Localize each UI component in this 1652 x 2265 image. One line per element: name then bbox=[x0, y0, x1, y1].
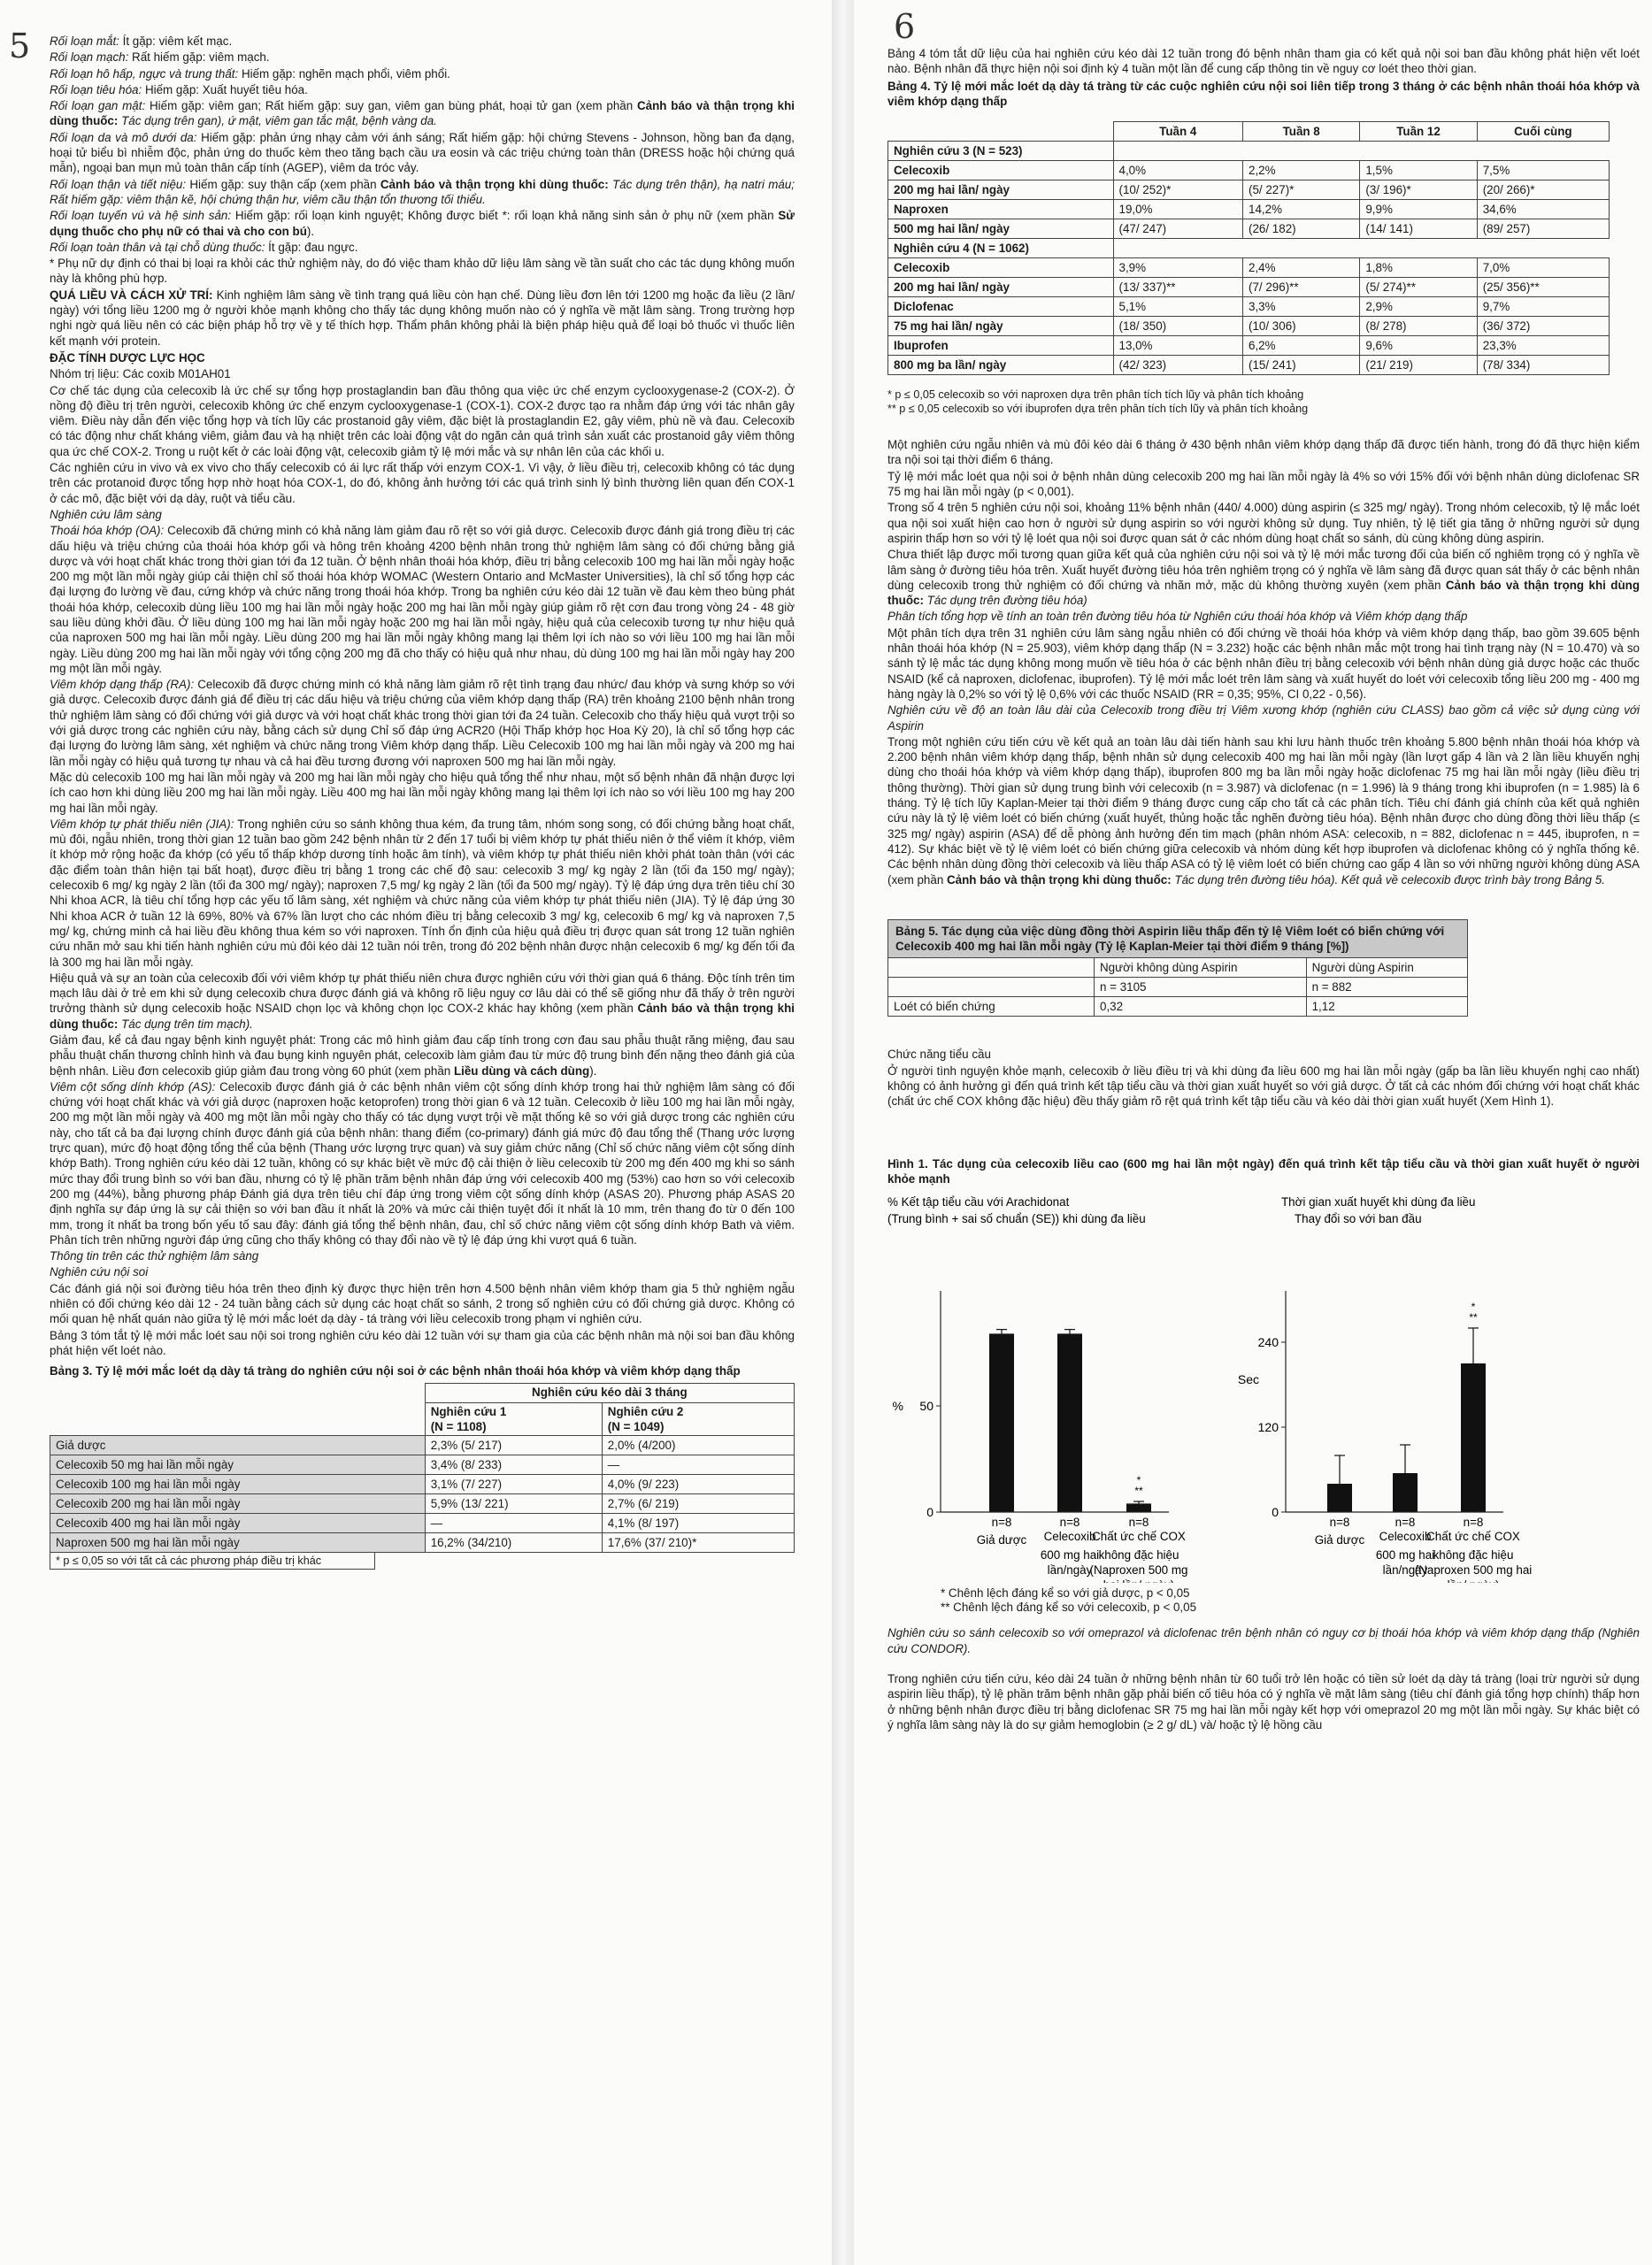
table-4-cell: (26/ 182) bbox=[1243, 219, 1360, 239]
paragraph-reproductive-disorders: Rối loạn tuyến vú và hệ sinh sản: Hiếm gặp: rối loạn kinh nguyệt; Không được biết *: rối loạn khả năng sinh sản ở phụ nữ (xem phần Sử dụng thuốc cho phụ nữ có thai và cho con bú). bbox=[50, 209, 795, 238]
y-tick-label: 240 bbox=[1257, 1335, 1279, 1350]
n-label: n=8 bbox=[1329, 1516, 1350, 1530]
chart-title: Thời gian xuất huyết khi dùng đa liều bbox=[1281, 1195, 1476, 1209]
figure-1-caption: Hình 1. Tác dụng của celecoxib liều cao (600 mg hai lần một ngày) đến quá trình kết tập tiểu cầu và thời gian xuất huyết ở người khỏe mạnh bbox=[887, 1156, 1640, 1186]
table-4-cell: 4,0% bbox=[1113, 161, 1243, 180]
table-4-cell: 2,4% bbox=[1243, 258, 1360, 278]
paragraph-overdose: QUÁ LIỀU VÀ CÁCH XỬ TRÍ: Kinh nghiệm lâm sàng về tình trạng quá liều còn hạn chế. Dùng liều đơn lên tới 1200 mg hoặc đa liều (2 lần/ ngày) với tổng liều 1200 mg ở người khỏe mạnh không cho thấy tác dụng không muốn nào có ý nghĩa về mặt lâm sàng. Trong trường hợp nghi ngờ quá liều nên có các biện pháp hỗ trợ về y tế thích hợp. Thẩm phân không phải là biện pháp hiệu quả để loại bỏ thuốc vì thuốc liên kết mạnh với protein. bbox=[50, 288, 795, 348]
table-5-n-no-aspirin: n = 3105 bbox=[1095, 978, 1307, 997]
table-4-body-study4 bbox=[888, 258, 1610, 375]
table-header-label: Nghiên cứu 1 bbox=[430, 1404, 507, 1418]
table-4-row-label: 200 mg hai lần/ ngày bbox=[888, 180, 1114, 200]
paragraph-endoscopy: Các đánh giá nội soi đường tiêu hóa trên theo định kỳ được thực hiện trên hơn 4.500 bệnh nhân viêm khớp tham gia 5 thử nghiệm ngẫu nhiên có đối chứng kéo dài 12 - 24 tuần bằng cách sử dụng các hoạt chất so sánh, 2 trong số nghiên cứu có đối chứng giả dược. Không có mối quan hệ nhất quán nào giữa tỷ lệ mới mắc loét dạ dày - tá tràng với liều celecoxib trong phạm vi nghiên cứu. bbox=[50, 1281, 795, 1326]
paragraph-jia: Viêm khớp tự phát thiếu niên (JIA): Trong nghiên cứu so sánh không thua kém, đa trung tâm, nhóm song song, có đối chứng bằng hoạt chất, mù đôi, ngẫu nhiên, trong thời gian 12 tuần bao gồm 242 bệnh nhân từ 2 đến 17 tuổi bị viêm khớp tự phát thiếu niên ở thể viêm ít khớp, viêm ít khớp mở rộng hoặc đa khớp (có yếu tố thấp khớp dương tính hoặc âm tính), và viêm khớp tự phát thiếu niên khởi phát toàn thân (với các đặc điểm toàn thân hiện tại bất hoạt), được điều trị bằng 1 trong các chế độ sau: celecoxib 3 mg/ kg ngày 2 lần (tối đa 150 mg/ ngày); celecoxib 6 mg/ kg ngày 2 lần (tối đa 300 mg/ ngày); naproxen 7,5 mg/ kg ngày 2 lần (tối đa 500 mg/ ngày). Tỷ lệ đáp ứng dựa trên tiêu chí 30 Nhi khoa ACR, là tiêu chí tổng hợp các yếu tố lâm sàng, xét nghiệm và chức năng của viêm khớp tự phát thiếu niên (JIA). Tỷ lệ đáp ứng 30 Nhi khoa ACR ở tuần 12 là 69%, 80% và 67% lần lượt cho các nhóm điều trị bằng celecoxib 3 mg/ kg, celecoxib 6 mg/ kg và naproxen 7,5 mg/ kg, chứng minh cả hai liều đều không thua kém so với naproxen. Tính ổn định của hiệu quả điều trị được quan sát trong 12 tuần nghiên cứu nhãn mở sau khi tiến hành nghiên cứu mù đôi kéo dài 12 tuần nói trên, trong đó 202 bệnh nhân được nhận celecoxib 6 mg/ kg đến tối đa là 300 mg hai lần mỗi ngày. bbox=[50, 817, 795, 969]
table-4-cell: 23,3% bbox=[1477, 336, 1609, 356]
table-4-header-row bbox=[888, 122, 1610, 142]
table-header-n: (N = 1108) bbox=[430, 1419, 487, 1433]
paragraph-condor-study: Trong nghiên cứu tiến cứu, kéo dài 24 tuần ở những bệnh nhân từ 60 tuổi trở lên hoặc có tiền sử loét dạ dày tá tràng (loại trừ người sử dụng aspirin liều thấp), tỷ lệ phần trăm bệnh nhân gặp phải biến cố tiêu hóa có ý nghĩa về mặt lâm sàng (tiêu chí đánh giá tổng hợp chính) thấp hơn ở những bệnh nhân được điều trị bằng diclofenac SR 75 mg hai lần mỗi ngày kết hợp với omeprazol 20 mg một lần mỗi ngày. Sự khác biệt có ý nghĩa lâm sàng này là do sự giảm hemoglobin (≥ 2 g/ dL) và/ hoặc tỷ lệ hồng cầu bbox=[887, 1672, 1640, 1731]
table-4-row-label: 200 mg hai lần/ ngày bbox=[888, 278, 1114, 297]
paragraph-correlation: Chưa thiết lập được mối tương quan giữa kết quả của nghiên cứu nội soi và tỷ lệ mới mắc tương đối của biến cố nghiêm trọng có ý nghĩa về lâm sàng ở đường tiêu hóa trên. Xuất huyết đường tiêu hóa trên nghiêm trọng có ý nghĩa về lâm sàng đã được quan sát thấy ở các bệnh nhân dùng celecoxib trong thử nghiệm có đối chứng và nhãn mở, mặc dù không thường xuyên (xem phần Cảnh báo và thận trọng khi dùng thuốc: Tác dụng trên đường tiêu hóa) bbox=[887, 548, 1640, 608]
category-label: Giả dược bbox=[976, 1533, 1027, 1547]
table-cell bbox=[888, 958, 1095, 978]
table-row bbox=[50, 1436, 795, 1455]
table-4-cell: (78/ 334) bbox=[1477, 356, 1609, 375]
table-row bbox=[888, 278, 1610, 297]
table-3-header-row bbox=[50, 1402, 795, 1436]
significance-marker: * bbox=[1471, 1301, 1476, 1314]
bar-1 bbox=[1327, 1484, 1352, 1512]
significance-marker: ** bbox=[1134, 1485, 1143, 1498]
table-3-cell: 3,4% (8/ 233) bbox=[425, 1455, 602, 1475]
table-3-row-label: Celecoxib 200 mg hai lần mỗi ngày bbox=[50, 1494, 426, 1514]
chart-subtitle: Thay đổi so với ban đầu bbox=[1295, 1212, 1422, 1226]
table-4-footnote-2: ** p ≤ 0,05 celecoxib so với ibuprofen dựa trên phân tích tích lũy và phân tích khoảng bbox=[887, 403, 1309, 416]
table-4-cell: (7/ 296)** bbox=[1243, 278, 1360, 297]
paragraph-skin-disorders: Rối loạn da và mô dưới da: Hiếm gặp: phản ứng nhạy cảm với ánh sáng; Rất hiếm gặp: hội chứng Stevens - Johnson, hồng ban đa dạng, hoại tử biểu bì nhiễm độc, phản ứng do thuốc kèm theo tăng bạch cầu ưa eosin và các triệu chứng toàn thân (DRESS hoặc hội chứng quá mẫn), ngoại ban mụn mủ toàn thân cấp tính (AGEP), viêm da tróc vảy. bbox=[50, 130, 795, 175]
table-4-header-week4: Tuần 4 bbox=[1113, 122, 1243, 142]
table-5-value-no-aspirin: 0,32 bbox=[1095, 997, 1307, 1017]
heading-platelet-function: Chức năng tiểu cầu bbox=[887, 1048, 991, 1062]
paragraph-mechanism: Cơ chế tác dụng của celecoxib là ức chế sự tổng hợp prostaglandin ban đầu thông qua việc ức chế enzym cyclooxygenase-2 (COX-2). Ở nồng độ điều trị trên người, celecoxib không ức chế enzym cyclooxygenase-1 (COX-1). COX-2 được tạo ra nhằm đáp ứng với tác nhân gây viêm. Điều này dẫn đến việc tổng hợp và tích lũy các prostanoid gây viêm, đặc biệt là prostaglandin E2, gây viêm, phù nề và đau. Celecoxib có tác động như chất kháng viêm, giảm đau và hạ nhiệt trên các loài động vật do ngăn cản quá trình sản xuất các prostanoid gây viêm thông qua ức chế COX-2. Trong u ruột kết ở các loài động vật, celecoxib giảm tỷ lệ mới mắc và sự nhân lên của các khối u. bbox=[50, 383, 795, 458]
table-4-cell: 9,9% bbox=[1360, 200, 1477, 219]
table-4-cell: 1,8% bbox=[1360, 258, 1477, 278]
category-label: không đặc hiệu bbox=[1433, 1548, 1514, 1562]
table-row bbox=[888, 356, 1610, 375]
paragraph-aspirin: Trong số 4 trên 5 nghiên cứu nội soi, khoảng 11% bệnh nhân (440/ 4.000) dùng aspirin (≤ 325 mg/ ngày). Trong nhóm celecoxib, tỷ lệ mắc loét qua nội soi xuất hiện cao hơn ở người sử dụng aspirin so với người không sử dụng. Tuy nhiên, tỷ lệ tiết gia tăng ở những người sử dụng aspirin thấp hơn so với tỷ lệ loét qua nội soi được quan sát ở các nhóm dùng hoạt chất so sánh, dù cùng không dùng aspirin. bbox=[887, 501, 1640, 545]
paragraph-hepatobiliary-disorders: Rối loạn gan mật: Hiếm gặp: viêm gan; Rất hiếm gặp: suy gan, viêm gan bùng phát, hoại tử gan (xem phần Cảnh báo và thận trọng khi dùng thuốc: Tác dụng trên gan), ứ mật, viêm gan tắc mật, bệnh vàng da. bbox=[50, 99, 795, 128]
table-cell bbox=[1113, 239, 1610, 258]
table-3-col-2 bbox=[602, 1402, 794, 1436]
y-tick-label: 50 bbox=[919, 1399, 934, 1414]
category-label: không đặc hiệu bbox=[1098, 1548, 1179, 1562]
table-3-cell: — bbox=[425, 1514, 602, 1533]
handwritten-page-number-left: 5 bbox=[9, 27, 31, 65]
paragraph-ra-dose: Mặc dù celecoxib 100 mg hai lần mỗi ngày và 200 mg hai lần mỗi ngày cho hiệu quả tổng thể như nhau, một số bệnh nhân đã nhận được lợi ích cao hơn khi dùng liều 200 mg hai lần mỗi ngày. Liều 400 mg hai lần mỗi ngày không mang lại thêm lợi ích nào so với liều 100 mg hay 200 mg hai lần mỗi ngày. bbox=[50, 770, 795, 815]
table-4-cell: (21/ 219) bbox=[1360, 356, 1477, 375]
category-label: Giả dược bbox=[1314, 1533, 1365, 1547]
table-4-cell: (25/ 356)** bbox=[1477, 278, 1609, 297]
paragraph-therapeutic-group: Nhóm trị liệu: Các coxib M01AH01 bbox=[50, 367, 231, 381]
paragraph-platelet-function: Ở người tình nguyện khỏe mạnh, celecoxib ở liều điều trị và khi dùng đa liều 600 mg hai lần mỗi ngày (gấp ba lần liều khuyến nghị cao nhất) không có ảnh hưởng gì đến quá trình kết tập tiểu cầu và thời gian xuất huyết so với giả dược. Ở tất cả các nhóm đối chứng với hoạt chất khác (chất ức chế COX không đặc hiệu) đều thấy giảm rõ rệt quá trình kết tập tiểu cầu và kéo dài thời gian xuất huyết (Xem Hình 1). bbox=[887, 1063, 1640, 1109]
figure-1-svg bbox=[887, 1194, 1640, 1583]
table-5-caption: Bảng 5. Tác dụng của việc dùng đồng thời Aspirin liều thấp đến tỷ lệ Viêm loét có biến chứng với Celecoxib 400 mg hai lần mỗi ngày (Tỷ lệ Kaplan-Meier tại thời điểm 9 tháng [%]) bbox=[887, 919, 1468, 958]
table-4-cell: 6,2% bbox=[1243, 336, 1360, 356]
n-label: n=8 bbox=[1463, 1516, 1484, 1530]
page-gutter bbox=[832, 0, 854, 2265]
paragraph-table4-intro: Bảng 4 tóm tắt dữ liệu của hai nghiên cứu kéo dài 12 tuần trong đó bệnh nhân tham gia có kết quả nội soi ban đầu không phát hiện vết loét nào. Bệnh nhân đã thực hiện nội soi định kỳ 4 tuần một lần để cung cấp thông tin về nguy cơ loét theo thời gian. bbox=[887, 47, 1640, 76]
category-label bbox=[1448, 1578, 1500, 1583]
category-label: Celecoxib bbox=[1043, 1530, 1096, 1544]
heading-condor-study: Nghiên cứu so sánh celecoxib so với omeprazol và diclofenac trên bệnh nhân có nguy cơ bị thoái hóa khớp và viêm khớp dạng thấp (Nghiên cứu CONDOR). bbox=[887, 1626, 1640, 1655]
table-4-cell: 1,5% bbox=[1360, 161, 1477, 180]
table-5-n-row bbox=[888, 978, 1468, 997]
table-5-data-row bbox=[888, 997, 1468, 1017]
chart-subtitle: (Trung bình + sai số chuẩn (SE)) khi dùng đa liều bbox=[887, 1212, 1146, 1226]
spacer bbox=[887, 1657, 1640, 1671]
table-4-study4-label: Nghiên cứu 4 (N = 1062) bbox=[888, 239, 1114, 258]
paragraph-osteoarthritis: Thoái hóa khớp (OA): Celecoxib đã chứng minh có khả năng làm giảm đau rõ rệt so với giả dược. Celecoxib được đánh giá trong điều trị các dấu hiệu và triệu chứng của thoái hóa khớp gối và hông trên khoảng 4200 bệnh nhân trong thử nghiệm lâm sàng có đối chứng bằng giả dược và với hoạt chất khác trong thời gian tới đa 12 tuần. Ở bệnh nhân thoái hóa khớp, điều trị bằng celecoxib 100 mg hai lần mỗi ngày hoặc 200 mg một lần mỗi ngày giúp cải thiện chỉ số thoái hóa khớp WOMAC (Western Ontario and McMaster Universities), là chỉ số tổng hợp các đại lượng đo lường về đau, cứng khớp và chức năng trong thoái hóa khớp. Trong ba nghiên cứu kéo dài 12 tuần về đau kèm theo bùng phát thoái hóa khớp, celecoxib dùng liều 100 mg hai lần mỗi ngày hoặc 200 mg hai lần mỗi ngày giúp giảm rõ rệt cơn đau trong vòng 24 - 48 giờ sau liều dùng khởi đầu. Ở liều dùng 100 mg hai lần mỗi ngày hoặc 200 mg hai lần mỗi ngày, hiệu quả của celecoxib tương tự như hiệu quả của naproxen 500 mg hai lần mỗi ngày. Liều dùng 200 mg hai lần mỗi ngày không mang lại thêm lợi ích nào so với liều 100 mg hai lần mỗi ngày. Liều dùng 200 mg hai lần mỗi ngày với tổng cộng 200 mg đã cho thấy có hiệu quả như nhau, dù dùng 100 mg hai lần mỗi ngày hay 200 mg một lần mỗi ngày. bbox=[50, 524, 795, 675]
category-label: lần/ngày bbox=[1382, 1563, 1428, 1578]
table-3-footnote: * p ≤ 0,05 so với tất cả các phương pháp điều trị khác bbox=[50, 1553, 375, 1570]
table-4-cell: 14,2% bbox=[1243, 200, 1360, 219]
table-4-body-study3 bbox=[888, 161, 1610, 239]
paragraph-pregnancy-note: * Phụ nữ dự định có thai bị loại ra khỏi các thử nghiệm này, do đó việc tham khảo dữ liệu lâm sàng về tần suất cho các tác dụng không muốn này là không phù hợp. bbox=[50, 257, 795, 286]
table-4-cell: (20/ 266)* bbox=[1477, 180, 1609, 200]
table-4-cell: (8/ 278) bbox=[1360, 317, 1477, 336]
table-4-cell: (5/ 274)** bbox=[1360, 278, 1477, 297]
heading-class-study: Nghiên cứu về độ an toàn lâu dài của Celecoxib trong điều trị Viêm xương khớp (nghiên cứu CLASS) bao gồm cả việc sử dụng cùng với Aspirin bbox=[887, 703, 1640, 733]
table-4-cell: (3/ 196)* bbox=[1360, 180, 1477, 200]
heading-endoscopy: Nghiên cứu nội soi bbox=[50, 1265, 149, 1279]
table-3-cell: 2,0% (4/200) bbox=[602, 1436, 794, 1455]
bar-2 bbox=[1057, 1334, 1082, 1513]
heading-clinical-studies: Nghiên cứu lâm sàng bbox=[50, 507, 162, 521]
table-4-header-week12: Tuần 12 bbox=[1360, 122, 1477, 142]
table-row bbox=[50, 1475, 795, 1494]
table-4-cell: (14/ 141) bbox=[1360, 219, 1477, 239]
table-4-header-week8: Tuần 8 bbox=[1243, 122, 1360, 142]
y-tick-label: 0 bbox=[1272, 1505, 1279, 1520]
table-4-cell: (36/ 372) bbox=[1477, 317, 1609, 336]
table-cell bbox=[50, 1383, 426, 1402]
table-4-cell: 5,1% bbox=[1113, 297, 1243, 317]
table-4-cell: 2,2% bbox=[1243, 161, 1360, 180]
table-3-cell: 3,1% (7/ 227) bbox=[425, 1475, 602, 1494]
table-4-cell: (5/ 227)* bbox=[1243, 180, 1360, 200]
paragraph-ra-6month: Một nghiên cứu ngẫu nhiên và mù đôi kéo dài 6 tháng ở 430 bệnh nhân viêm khớp dạng thấp đã được tiến hành, trong đó đã thực hiện kiểm tra nội soi tại thời điểm 6 tháng. bbox=[887, 438, 1640, 467]
table-4-cell: (47/ 247) bbox=[1113, 219, 1243, 239]
spacer bbox=[887, 416, 1640, 437]
heading-pharmacodynamics: ĐẶC TÍNH DƯỢC LỰC HỌC bbox=[50, 350, 205, 365]
paragraph-gi-disorders: Rối loạn tiêu hóa: Hiếm gặp: Xuất huyết tiêu hóa. bbox=[50, 82, 308, 96]
table-3-row-label: Naproxen 500 mg hai lần mỗi ngày bbox=[50, 1533, 426, 1553]
y-tick-label: 0 bbox=[926, 1505, 934, 1520]
category-label bbox=[1103, 1578, 1174, 1583]
figure-1-footnote-1: * Chênh lệch đáng kể so với giả dược, p < 0,05 bbox=[941, 1586, 1190, 1601]
paragraph-eye-disorders: Rối loạn mắt: Ít gặp: viêm kết mạc. bbox=[50, 35, 233, 48]
table-row bbox=[888, 161, 1610, 180]
table-3-cell: 2,3% (5/ 217) bbox=[425, 1436, 602, 1455]
spacer bbox=[887, 1017, 1640, 1047]
table-3-cell: 5,9% (13/ 221) bbox=[425, 1494, 602, 1514]
spacer bbox=[887, 1110, 1640, 1151]
figure-1-footnote-2: ** Chênh lệch đáng kể so với celecoxib, p < 0,05 bbox=[941, 1601, 1197, 1615]
table-4-row-label: Celecoxib bbox=[888, 258, 1114, 278]
category-label: (Naproxen 500 mg bbox=[1089, 1563, 1188, 1578]
table-header-n: (N = 1049) bbox=[607, 1419, 665, 1433]
significance-marker: ** bbox=[1469, 1311, 1478, 1324]
bar-3 bbox=[1126, 1504, 1151, 1513]
category-label: (Naproxen 500 mg hai bbox=[1414, 1563, 1533, 1578]
table-4-cell: 3,3% bbox=[1243, 297, 1360, 317]
table-4-cell: 19,0% bbox=[1113, 200, 1243, 219]
paragraph-jia-safety: Hiệu quả và sự an toàn của celecoxib đối với viêm khớp tự phát thiếu niên chưa được nghiên cứu với thời gian quá 6 tháng. Độc tính trên tim mạch lâu dài ở trẻ em khi sử dụng celecoxib chưa được đánh giá và không rõ liệu nguy cơ lâu dài có thể sẽ giống như đã thấy ở trên người trưởng thành sử dụng celecoxib hoặc NSAID chọn lọc và không chọn lọc COX-2 khác hay không (xem phần Cảnh báo và thận trọng khi dùng thuốc: Tác dụng trên tim mạch). bbox=[50, 971, 795, 1031]
table-3-row-label: Celecoxib 50 mg hai lần mỗi ngày bbox=[50, 1455, 426, 1475]
table-3-cell: 4,1% (8/ 197) bbox=[602, 1514, 794, 1533]
bar-3 bbox=[1461, 1363, 1486, 1512]
table-4-cell: (89/ 257) bbox=[1477, 219, 1609, 239]
category-label: Celecoxib bbox=[1379, 1530, 1432, 1544]
table-5-header-aspirin: Người dùng Aspirin bbox=[1306, 958, 1467, 978]
table-4-cell: 9,6% bbox=[1360, 336, 1477, 356]
table-3-cell: 16,2% (34/210) bbox=[425, 1533, 602, 1553]
table-4-row-label: 500 mg hai lần/ ngày bbox=[888, 219, 1114, 239]
paragraph-cox1-affinity: Các nghiên cứu in vivo và ex vivo cho thấy celecoxib có ái lực rất thấp với enzym COX-1. Vì vậy, ở liều điều trị, celecoxib không có tác dụng trên các protanoid được tổng hợp nhờ hoạt hóa COX-1, do đó, không ảnh hưởng tới các quá trình sinh lý bình thường liên quan đến COX-1 ở các mô, đặc biệt với dạ dày, ruột và tiểu cầu. bbox=[50, 461, 795, 505]
table-5-box bbox=[887, 919, 1468, 1017]
paragraph-general-disorders: Rối loạn toàn thân và tại chỗ dùng thuốc: Ít gặp: đau ngực. bbox=[50, 240, 358, 254]
table-3-body bbox=[50, 1436, 795, 1553]
n-label: n=8 bbox=[1059, 1516, 1080, 1530]
category-label: 600 mg hai bbox=[1040, 1548, 1100, 1562]
table-4-cell: (10/ 252)* bbox=[1113, 180, 1243, 200]
table-3-col-1 bbox=[425, 1402, 602, 1436]
table-4-cell: 3,9% bbox=[1113, 258, 1243, 278]
table-4-cell: 2,9% bbox=[1360, 297, 1477, 317]
table-3-cell: 2,7% (6/ 219) bbox=[602, 1494, 794, 1514]
spacer bbox=[887, 1615, 1640, 1625]
table-4-cell: 9,7% bbox=[1477, 297, 1609, 317]
table-4-footnote-1: * p ≤ 0,05 celecoxib so với naproxen dựa trên phân tích tích lũy và phân tích khoảng bbox=[887, 388, 1304, 402]
paragraph-class-study: Trong một nghiên cứu tiến cứu về kết quả an toàn lâu dài tiến hành sau khi lưu hành thuốc trên khoảng 5.800 bệnh nhân thoái hóa khớp và 2.200 bệnh nhân viêm khớp dạng thấp, bệnh nhân sử dụng celecoxib 400 mg hai lần mỗi ngày (lần lượt gấp 4 lần và 2 lần liều khuyến nghị dùng cho thoái hóa khớp và viêm khớp dạng thấp), ibuprofen 800 mg ba lần mỗi ngày hoặc diclofenac 75 mg hai lần mỗi ngày (liều điều trị thông thường). Thời gian sử dụng trung bình với celecoxib (n = 3.987) và diclofenac (n = 1.996) là 9 tháng trong khi ibuprofen (n = 1.985) là 6 tháng. Tỷ lệ tích lũy Kaplan-Meier tại thời điểm 9 tháng được cung cấp cho tất cả các phân tích. Tiêu chí đánh giá chính của kết quả nghiên cứu này là tỷ lệ viêm loét có biến chứng (xuất huyết, thủng hoặc tắc nghẽn đường tiêu hóa). Bệnh nhân được cho dùng đồng thời liều thấp (≤ 325 mg/ ngày) aspirin (ASA) để dễ phòng ảnh hưởng đến tim mạch (phân nhóm ASA: celecoxib, n = 882, diclofenac n = 445, ibuprofen, n = 412). Sự khác biệt về tỷ lệ viêm loét có biến chứng giữa celecoxib và nhóm dùng kết hợp ibuprofen và diclofenac không có ý nghĩa thống kê. Các bệnh nhân dùng đồng thời celecoxib và liều thấp ASA có tỷ lệ viêm loét có biến chứng cao gấp 4 lần so với những người không dùng ASA (xem phần Cảnh báo và thận trọng khi dùng thuốc: Tác dụng trên đường tiêu hóa). Kết quả về celecoxib được trình bày trong Bảng 5. bbox=[887, 734, 1640, 887]
y-axis-label: % bbox=[892, 1399, 903, 1414]
table-row bbox=[888, 317, 1610, 336]
category-label: lần/ngày bbox=[1047, 1563, 1093, 1578]
table-4-cell: 7,5% bbox=[1477, 161, 1609, 180]
table-4-row-label: Diclofenac bbox=[888, 297, 1114, 317]
table-cell bbox=[1113, 142, 1610, 161]
table-row bbox=[888, 219, 1610, 239]
table-4-study3-row bbox=[888, 142, 1610, 161]
paragraph-rheumatoid-arthritis: Viêm khớp dạng thấp (RA): Celecoxib đã được chứng minh có khả năng làm giảm rõ rệt tình trạng đau nhức/ đau khớp và sưng khớp so với giả dược. Celecoxib được đánh giá để điều trị các dấu hiệu và triệu chứng của viêm khớp dạng thấp (RA) trên khoảng 2100 bệnh nhân trong thử nghiệm lâm sàng có đối chứng với giả dược và với hoạt chất khác trong thời gian tới đa 24 tuần. Celecoxib cho thấy hiệu quả vượt trội so với giả dược trong các nghiên cứu này, bằng cách sử dụng Chỉ số đáp ứng ACR20 (Hội Thấp khớp học Hoa Kỳ 20), là chỉ số tổng hợp các đại lượng đo lường lâm sàng, xét nghiệm và chức năng trong Viêm khớp dạng thấp. Liều Celecoxib 100 mg hai lần mỗi ngày và 200 mg hai lần mỗi ngày có hiệu quả tương tự nhau và cả hai đều tương đương với naproxen 500 mg hai lần mỗi ngày. bbox=[50, 678, 795, 768]
table-4 bbox=[887, 121, 1610, 375]
table-4-cell: 13,0% bbox=[1113, 336, 1243, 356]
table-3-group-header: Nghiên cứu kéo dài 3 tháng bbox=[425, 1383, 794, 1402]
n-label: n=8 bbox=[1128, 1516, 1149, 1530]
table-4-cell: (15/ 241) bbox=[1243, 356, 1360, 375]
table-4-study4-row bbox=[888, 239, 1610, 258]
table-row bbox=[888, 200, 1610, 219]
table-5 bbox=[887, 957, 1468, 1017]
table-4-cell: 34,6% bbox=[1477, 200, 1609, 219]
table-row bbox=[50, 1514, 795, 1533]
table-4-study3-label: Nghiên cứu 3 (N = 523) bbox=[888, 142, 1114, 161]
bar-2 bbox=[1393, 1473, 1418, 1512]
figure-1 bbox=[887, 1194, 1640, 1586]
table-cell bbox=[50, 1402, 426, 1436]
table-5-n-aspirin: n = 882 bbox=[1306, 978, 1467, 997]
right-column bbox=[887, 46, 1640, 1733]
table-4-row-label: 800 mg ba lần/ ngày bbox=[888, 356, 1114, 375]
heading-clinical-trial-info: Thông tin trên các thử nghiệm lâm sàng bbox=[50, 1249, 259, 1263]
n-label: n=8 bbox=[1395, 1516, 1416, 1530]
table-row bbox=[50, 1455, 795, 1475]
y-axis-label: Sec bbox=[1237, 1372, 1259, 1387]
table-4-header-final: Cuối cùng bbox=[1477, 122, 1609, 142]
table-4-row-label: Naproxen bbox=[888, 200, 1114, 219]
table-row bbox=[50, 1494, 795, 1514]
table-header-label: Nghiên cứu 2 bbox=[607, 1404, 684, 1418]
table-3-cell: 4,0% (9/ 223) bbox=[602, 1475, 794, 1494]
table-3-caption: Bảng 3. Tỷ lệ mới mắc loét dạ dày tá tràng do nghiên cứu nội soi ở các bệnh nhân thoái hóa khớp và viêm khớp dạng thấp bbox=[50, 1364, 741, 1378]
table-4-cell: (42/ 323) bbox=[1113, 356, 1243, 375]
category-label: Chất ức chế COX bbox=[1092, 1530, 1186, 1544]
table-3-cell: — bbox=[602, 1455, 794, 1475]
paragraph-renal-disorders: Rối loạn thận và tiết niệu: Hiếm gặp: suy thận cấp (xem phần Cảnh báo và thận trọng khi dùng thuốc: Tác dụng trên thận), hạ natri máu; Rất hiếm gặp: viêm thận kẽ, hội chứng thận hư, viêm cầu thận tổn thương tối thiểu. bbox=[50, 177, 795, 206]
table-3-group-row bbox=[50, 1383, 795, 1402]
table-4-cell: 7,0% bbox=[1477, 258, 1609, 278]
n-label: n=8 bbox=[991, 1516, 1012, 1530]
paragraph-respiratory-disorders: Rối loạn hô hấp, ngực và trung thất: Hiếm gặp: nghẽn mạch phổi, viêm phổi. bbox=[50, 66, 450, 81]
table-row bbox=[888, 297, 1610, 317]
paragraph-ankylosing-spondylitis: Viêm cột sống dính khớp (AS): Celecoxib được đánh giá ở các bệnh nhân viêm cột sống dính khớp trong hai thử nghiệm lâm sàng có đối chứng với hoạt chất khác và với giả dược (naproxen hoặc ketoprofen) trong thời gian 6 và 12 tuần. Celecoxib ở liều 100 mg hai lần mỗi ngày, 200 mg một lần mỗi ngày và 400 mg một lần mỗi ngày cho thấy có tác dụng vượt trội về mặt thống kê so với giả dược trong các nghiên cứu này, cho tất cả ba đại lượng chính được đánh giá của bệnh nhân: thang điểm (co-primary) đánh giá mức độ đau tổng thể (Thang ước lượng trực quan), mức độ hoạt động tổng thể của bệnh (Thang ước lượng trực quan) và suy giảm chức năng (Chỉ số chức năng viêm cột sống dính khớp Bath). Trong nghiên cứu kéo dài 12 tuần, không có sự khác biệt về mức độ cải thiện ở liều celecoxib từ 200 mg đến 400 mg khi so sánh mức thay đổi trung bình so với ban đầu, nhưng có tỷ lệ phần trăm bệnh nhân đáp ứng với celecoxib 400 mg (53%) cao hơn so với celecoxib 200 mg (44%), bằng phương pháp Đánh giá dựa trên tiêu chí đáp ứng trong viêm cột sống dính khớp (ASAS 20). Phương pháp ASAS 20 định nghĩa sự đáp ứng là sự cải thiện so với ban đầu ít nhất là 20% và mức cải thiện tuyệt đối ít nhất là 10 mm, trên thang đo từ 0 đến 100 mm, trong ít nhất ba trong bốn yếu tố sau đây: đánh giá tổng thể bệnh nhân, đau, chỉ số chức năng viêm cột sống dính khớp Bath và viêm. Phân tích trên những người đáp ứng cũng cho thấy không có thay đổi nào về tỷ lệ đáp ứng khi vượt quá 6 tuần. bbox=[50, 1079, 795, 1247]
paragraph-meta-analysis: Một phân tích dựa trên 31 nghiên cứu lâm sàng ngẫu nhiên có đối chứng về thoái hóa khớp và viêm khớp dạng thấp, bao gồm 39.605 bệnh nhân thoái hóa khớp (N = 25.903), viêm khớp dạng thấp (N = 3.232) hoặc các bệnh nhân mắc một trong hai tình trạng này (N = 10.470) và so sánh tỷ lệ mắc tác dụng không mong muốn về tiêu hóa ở các bệnh nhân điều trị bằng celecoxib với bệnh nhân dùng giả dược hoặc các thuốc NSAID (kể cả naproxen, diclofenac, ibuprofen). Tỷ lệ mới mắc loét trên lâm sàng và xuất huyết do loét với celecoxib tổng liều 200 mg - 400 mg hàng ngày là 0,2% so với tỷ lệ 0,6% với các thuốc NSAID (RR = 0,35; 95%, CI 0,22 - 0,56). bbox=[887, 626, 1640, 701]
paragraph-analgesia: Giảm đau, kể cả đau ngay bệnh kinh nguyệt phát: Trong các mô hình giảm đau cấp tính trong cơn đau sau phẫu thuật răng miệng, đau sau phẫu thuật chấn thương chỉnh hình và đau bụng kinh nguyên phát, celecoxib làm giảm đau từ mức độ trung bình đến nặng theo đánh giá của bệnh nhân. Liều đơn celecoxib giúp giảm đau trong vòng 60 phút (xem phần Liều dùng và cách dùng). bbox=[50, 1033, 795, 1078]
table-4-row-label: Ibuprofen bbox=[888, 336, 1114, 356]
heading-meta-analysis: Phân tích tổng hợp về tính an toàn trên đường tiêu hóa từ Nghiên cứu thoái hóa khớp và Viêm khớp dạng thấp bbox=[887, 610, 1468, 624]
paragraph-vascular-disorders: Rối loạn mạch: Rất hiếm gặp: viêm mạch. bbox=[50, 50, 270, 65]
table-row bbox=[50, 1533, 795, 1553]
significance-marker: * bbox=[1136, 1474, 1141, 1487]
table-4-cell: (10/ 306) bbox=[1243, 317, 1360, 336]
table-5-value-aspirin: 1,12 bbox=[1306, 997, 1467, 1017]
table-4-cell: (13/ 337)** bbox=[1113, 278, 1243, 297]
category-label: Chất ức chế COX bbox=[1426, 1530, 1520, 1544]
category-label: 600 mg hai bbox=[1375, 1548, 1435, 1562]
table-5-row-label: Loét có biến chứng bbox=[888, 997, 1095, 1017]
paragraph-ulcer-rate: Tỷ lệ mới mắc loét qua nội soi ở bệnh nhân dùng celecoxib 200 mg hai lần mỗi ngày là 4% so với 15% đối với bệnh nhân dùng diclofenac SR 75 mg hai lần mỗi ngày (p < 0,001). bbox=[887, 469, 1640, 499]
table-4-caption: Bảng 4. Tỷ lệ mới mắc loét dạ dày tá tràng từ các cuộc nghiên cứu nội soi liên tiếp trong 3 tháng ở các bệnh nhân thoái hóa khớp và viêm khớp dạng thấp bbox=[887, 79, 1640, 108]
table-row bbox=[888, 258, 1610, 278]
table-cell bbox=[888, 122, 1114, 142]
table-3 bbox=[50, 1383, 795, 1554]
table-4-cell: (18/ 350) bbox=[1113, 317, 1243, 336]
table-cell bbox=[888, 978, 1095, 997]
handwritten-page-number-right: 6 bbox=[894, 7, 916, 46]
table-row bbox=[888, 336, 1610, 356]
table-5-header-row bbox=[888, 958, 1468, 978]
table-4-row-label: 75 mg hai lần/ ngày bbox=[888, 317, 1114, 336]
table-3-row-label: Giả dược bbox=[50, 1436, 426, 1455]
table-3-row-label: Celecoxib 400 mg hai lần mỗi ngày bbox=[50, 1514, 426, 1533]
table-3-row-label: Celecoxib 100 mg hai lần mỗi ngày bbox=[50, 1475, 426, 1494]
table-4-row-label: Celecoxib bbox=[888, 161, 1114, 180]
chart-title: % Kết tập tiểu cầu với Arachidonat bbox=[887, 1195, 1070, 1209]
table-3-cell: 17,6% (37/ 210)* bbox=[602, 1533, 794, 1553]
left-column bbox=[50, 34, 795, 1570]
paragraph-table3-intro: Bảng 3 tóm tắt tỷ lệ mới mắc loét sau nội soi trong nghiên cứu kéo dài 12 tuần với sự tham gia của các bệnh nhân mà nội soi ban đầu không phát hiện vết loét nào. bbox=[50, 1328, 795, 1357]
table-5-header-no-aspirin: Người không dùng Aspirin bbox=[1095, 958, 1307, 978]
y-tick-label: 120 bbox=[1257, 1420, 1279, 1435]
table-row bbox=[888, 180, 1610, 200]
bar-1 bbox=[989, 1334, 1014, 1513]
